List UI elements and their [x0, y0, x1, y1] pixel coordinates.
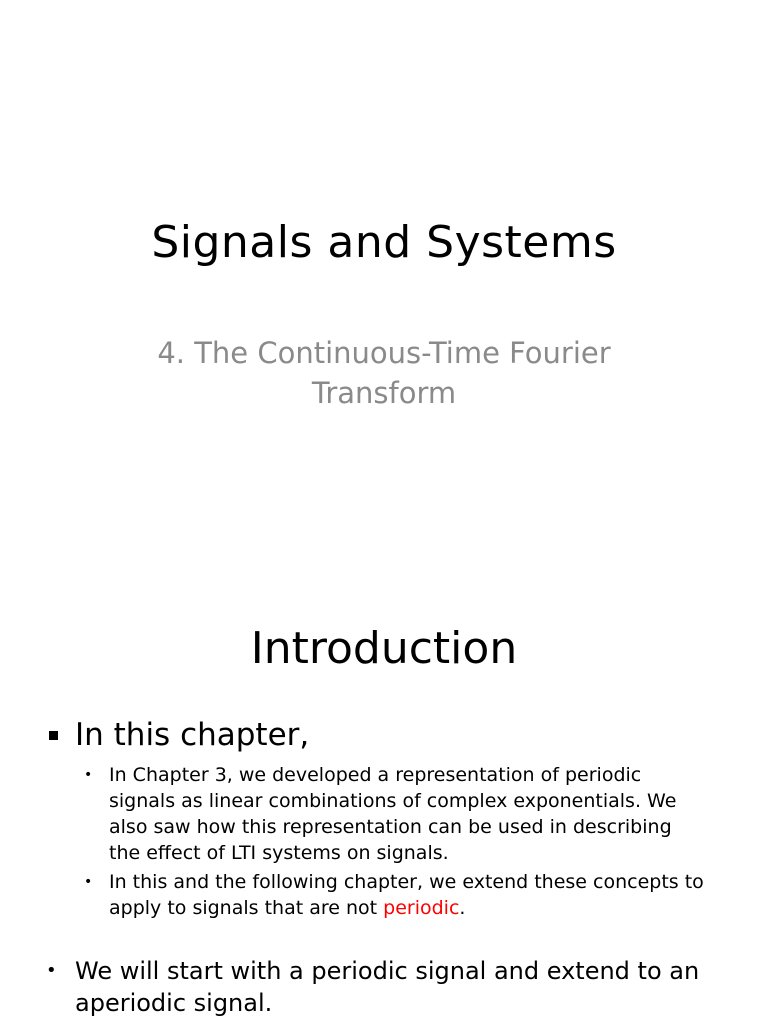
bullet-line: We will start with a periodic signal and extend to an — [75, 957, 700, 985]
dot-bullet-icon: • — [46, 960, 57, 981]
slide-subtitle — [0, 333, 768, 413]
sub-bullet-line: signals as linear combinations of complex exponentials. We — [109, 790, 677, 812]
sub-bullet-text — [109, 762, 739, 866]
subtitle-line-2: Transform — [311, 376, 457, 410]
highlight-periodic: periodic — [383, 897, 460, 919]
dot-bullet-icon: • — [84, 874, 93, 890]
line-suffix: . — [459, 897, 466, 919]
dot-bullet-icon: • — [84, 767, 93, 783]
bullet-text: In this chapter, — [75, 717, 310, 753]
sub-bullet-line: In Chapter 3, we developed a representation of periodic — [109, 764, 642, 786]
square-bullet-icon — [49, 731, 58, 740]
sub-bullet-line: also saw how this representation can be used in describing — [109, 816, 672, 838]
sub-bullet-line: In this and the following chapter, we extend these concepts to — [109, 871, 704, 893]
bullet-text — [75, 955, 699, 1019]
subtitle-line-1: 4. The Continuous-Time Fourier — [157, 336, 611, 370]
intro-heading: Introduction — [250, 623, 518, 674]
sub-bullet-line — [109, 895, 739, 921]
slide-title: Signals and Systems — [151, 217, 617, 268]
sub-bullet-text — [109, 869, 739, 921]
sub-bullet-line: the effect of LTI systems on signals. — [109, 842, 449, 864]
bullet-line: aperiodic signal. — [75, 989, 273, 1017]
line-prefix: apply to signals that are not — [109, 897, 384, 919]
